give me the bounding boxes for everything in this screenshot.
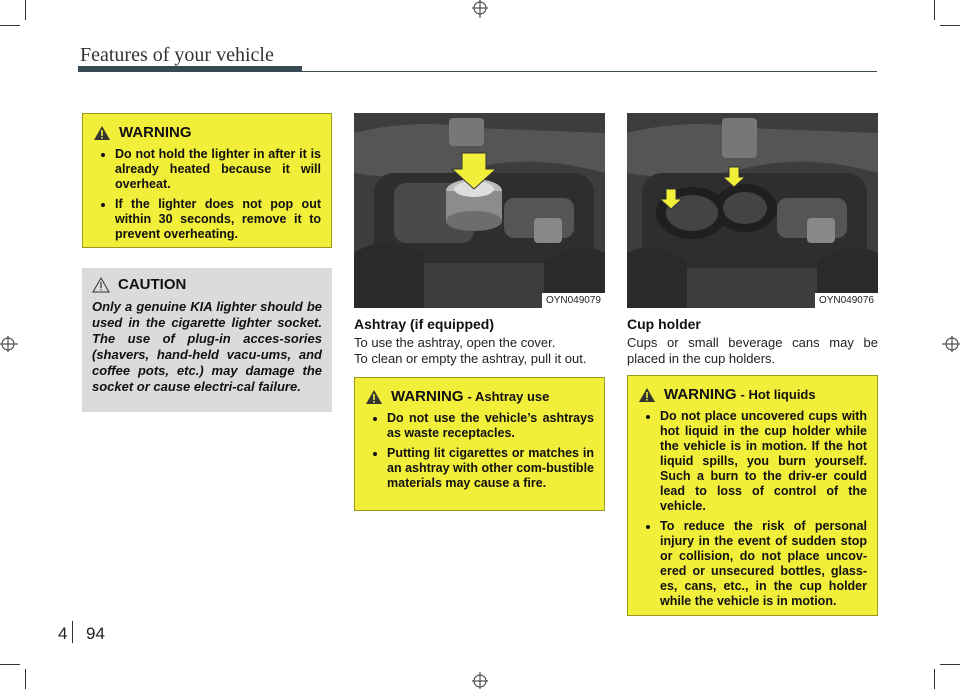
warning-triangle-icon — [638, 387, 656, 403]
cupholder-text: Cups or small beverage cans may be placed in the cup holders. — [627, 335, 878, 366]
ashtray-heading: Ashtray (if equipped) — [354, 316, 495, 332]
ashtray-photo — [354, 113, 605, 308]
warning-ashtray-list — [365, 411, 594, 491]
list-item: • To reduce the risk of personal injury in the event of sudden stop or collision, do not place uncov-ered or unsecured bottles, glass-es, cans, etc., in the cup holder while the vehicle is in motion. — [660, 519, 867, 609]
header-bar — [78, 66, 302, 72]
crop-mark — [934, 669, 935, 689]
warning-ashtray-title-row — [365, 388, 594, 405]
caution-title-row — [92, 276, 322, 293]
ashtray-line-1: To use the ashtray, open the cover. — [354, 335, 556, 350]
list-item: • If the lighter does not pop out within 30 seconds, remove it to prevent overheating. — [115, 197, 321, 242]
crop-mark — [934, 0, 935, 20]
warning-lighter-title-row — [93, 124, 321, 141]
registration-mark — [940, 334, 960, 354]
ashtray-photo-code: OYN049079 — [542, 293, 605, 308]
warning-lighter-list — [93, 147, 321, 242]
warning-triangle-icon — [365, 389, 383, 405]
header-rule — [302, 71, 877, 72]
warning-cups-title-row — [638, 386, 867, 403]
list-item: • Do not place uncovered cups with hot liquid in the cup holder while the vehicle is in motion. If the hot liquid spills, you burn yourself. Such a burn to the driv-er could lead to loss of control of the vehicle. — [660, 409, 867, 514]
warning-cups-list — [638, 409, 867, 609]
ashtray-illustration — [354, 113, 605, 308]
crop-mark — [940, 25, 960, 26]
registration-mark — [470, 0, 490, 20]
registration-mark — [470, 670, 490, 689]
list-item: • Putting lit cigarettes or matches in an ashtray with other com-bustible materials may cause a fire. — [387, 446, 594, 491]
crop-mark — [25, 669, 26, 689]
caution-title: CAUTION — [118, 276, 187, 293]
registration-mark — [0, 334, 20, 354]
cupholder-photo — [627, 113, 878, 308]
warning-ashtray-subtitle: - Ashtray use — [467, 389, 550, 404]
cupholder-heading: Cup holder — [627, 316, 701, 332]
cupholder-photo-code: OYN049076 — [815, 293, 878, 308]
warning-lighter-box — [82, 113, 332, 248]
cupholder-illustration — [627, 113, 878, 308]
caution-box — [82, 268, 332, 412]
footer-divider — [72, 621, 73, 643]
warning-ashtray-title: WARNING — [391, 388, 464, 405]
ashtray-line-2: To clean or empty the ashtray, pull it out. — [354, 351, 587, 366]
crop-mark — [0, 664, 20, 665]
footer-chapter: 4 — [58, 624, 68, 643]
warning-lighter-title: WARNING — [119, 124, 192, 141]
caution-triangle-icon — [92, 277, 110, 293]
crop-mark — [940, 664, 960, 665]
page-header-title: Features of your vehicle — [80, 44, 274, 66]
warning-ashtray-box — [354, 377, 605, 511]
caution-text: Only a genuine KIA lighter should be used in the cigarette lighter socket. The use of plug-in acces-sories (shavers, hand-held vacu-ums, and coffee pots, etc.) may damage the socket or cause electri-cal failure. — [92, 299, 322, 394]
list-item: • Do not hold the lighter in after it is already heated because it will overheat. — [115, 147, 321, 192]
crop-mark — [0, 25, 20, 26]
warning-cups-box — [627, 375, 878, 616]
warning-cups-subtitle: - Hot liquids — [740, 387, 816, 402]
crop-mark — [25, 0, 26, 20]
warning-triangle-icon — [93, 125, 111, 141]
footer-page-number: 94 — [86, 624, 105, 643]
warning-cups-title: WARNING — [664, 386, 737, 403]
list-item: • Do not use the vehicle’s ashtrays as waste receptacles. — [387, 411, 594, 441]
